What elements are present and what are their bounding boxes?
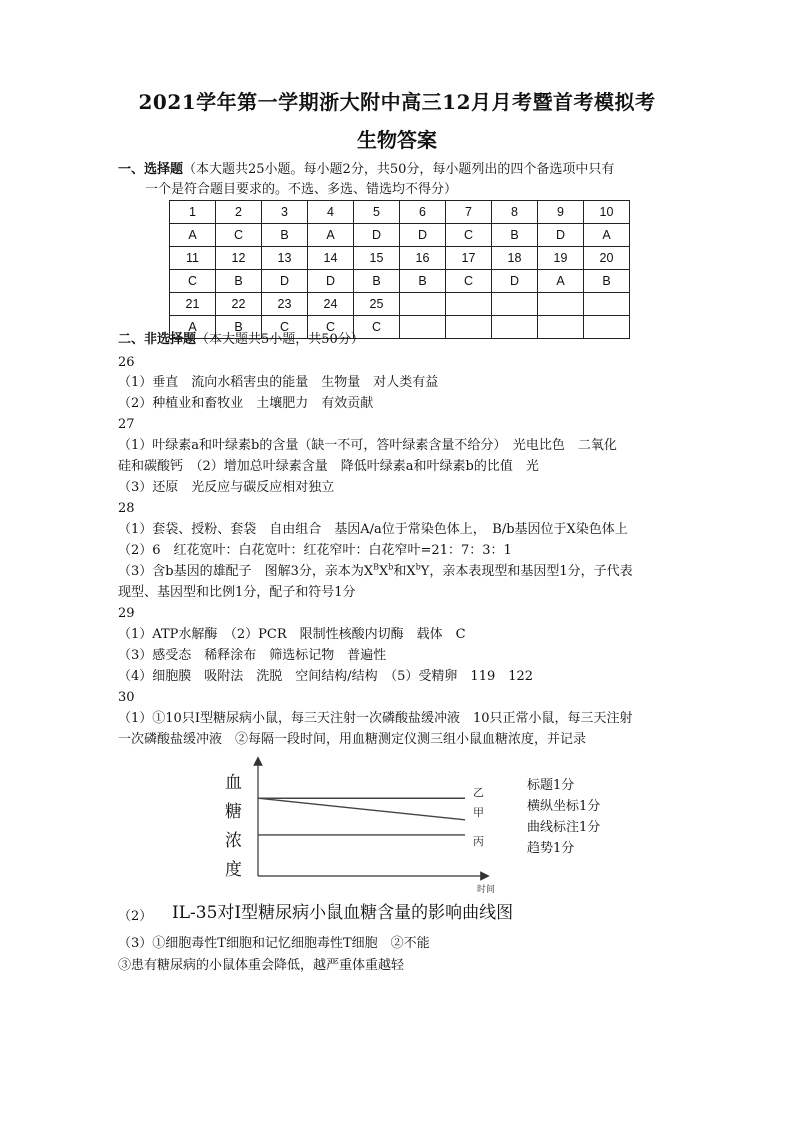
answer-table-cell: 8 [492,201,538,224]
answer-table-cell: 3 [262,201,308,224]
answer-table-cell: D [354,224,400,247]
series-labels [473,786,484,848]
answer-table-cell [446,316,492,339]
q30-number: 30 [118,690,135,705]
q30-answer-3: （3）①细胞毒性T细胞和记忆细胞毒性T细胞 ②不能 [118,936,430,951]
q28-answer-2: （2）6 红花宽叶：白花宽叶：红花窄叶：白花窄叶=21：7：3：1 [118,543,512,558]
y-label-char: 浓 [225,831,242,851]
section2-desc: （本大题共5小题，共50分） [196,332,364,347]
answer-table-cell [446,293,492,316]
answer-table-cell: D [538,224,584,247]
q30-answer-1: （1）①10只Ⅰ型糖尿病小鼠，每三天注射一次磷酸盐缓冲液 10只正常小鼠，每三天注射 [118,711,633,726]
answer-table-row [170,247,630,270]
answer-table-cell: B [492,224,538,247]
q28-sup-1: B [373,562,380,572]
answer-table-cell: C [216,224,262,247]
answer-table-cell: D [400,224,446,247]
y-label-char: 血 [225,773,242,793]
answer-table-cell: 17 [446,247,492,270]
y-label-char: 度 [225,860,242,880]
answer-table-cell [400,293,446,316]
answer-table-cell [400,316,446,339]
answer-table-cell: C [262,316,308,339]
answer-table-cell: 25 [354,293,400,316]
section2-intro [118,330,364,350]
q28-sup-2: b [388,562,394,572]
answer-table-cell: 4 [308,201,354,224]
answer-table-cell: A [584,224,630,247]
answer-table-cell: C [446,224,492,247]
answer-table-cell: 14 [308,247,354,270]
answer-table-row [170,224,630,247]
q29-number: 29 [118,606,135,621]
series-lines [258,798,465,835]
answer-table-cell: 1 [170,201,216,224]
answer-table-cell: C [446,270,492,293]
q28-text-c: 和X [393,564,416,579]
q30-answer-4: ③患有糖尿病的小鼠体重会降低，越严重体重越轻 [118,958,405,973]
answer-table-cell: 15 [354,247,400,270]
answer-table-cell: B [400,270,446,293]
answer-table-cell: 18 [492,247,538,270]
section1-heading: 一、选择题 [118,162,184,177]
answer-table-cell: 21 [170,293,216,316]
q26-answer-2: （2）种植业和畜牧业 土壤肥力 有效贡献 [118,396,374,411]
answer-table-cell: C [308,316,354,339]
answer-table-cell: D [492,270,538,293]
answer-table-cell: B [354,270,400,293]
answer-table-cell: 10 [584,201,630,224]
q28-answer-4: 现型、基因型和比例1分，配子和符号1分 [118,585,356,600]
q26-answer-1: （1）垂直 流向水稻害虫的能量 生物量 对人类有益 [118,375,439,390]
answer-table-cell: 16 [400,247,446,270]
q29-answer-2: （3）感受态 稀释涂布 筛选标记物 普遍性 [118,648,387,663]
q28-answer-3 [118,562,633,582]
q27-answer-1: （1）叶绿素a和叶绿素b的含量（缺一不可，答叶绿素含量不给分） 光电比色 二氧化 [118,438,617,453]
answer-table-cell: 22 [216,293,262,316]
series-label: 丙 [473,834,484,848]
answer-table-cell: 6 [400,201,446,224]
answer-table-cell [492,293,538,316]
q29-answer-3: （4）细胞膜 吸附法 洗脱 空间结构/结构 （5）受精卵 119 122 [118,669,534,684]
answer-table [169,200,630,339]
answer-table-cell: 7 [446,201,492,224]
answer-table-cell [584,293,630,316]
page-subtitle: 生物答案 [357,128,437,152]
answer-table-cell [584,316,630,339]
answer-table-cell: 2 [216,201,262,224]
answer-table-cell: 20 [584,247,630,270]
answer-table-cell: 19 [538,247,584,270]
scoring-note: 曲线标注1分 [527,820,601,835]
answer-table-cell: A [170,224,216,247]
series-line-2 [258,798,465,820]
y-label-char: 糖 [225,802,242,822]
q28-text-b: X [379,564,389,579]
answer-table-row [170,201,630,224]
q28-number: 28 [118,501,135,516]
x-axis-label: 时间 [477,885,496,895]
scoring-note: 横纵坐标1分 [527,799,601,814]
answer-table-cell: C [170,270,216,293]
scoring-note: 标题1分 [527,778,575,793]
section2-heading: 二、非选择题 [118,332,197,347]
section1-desc: （本大题共25小题。每小题2分，共50分，每小题列出的四个备选项中只有 [183,162,615,177]
q28-text-a: （3）含b基因的雄配子 图解3分，亲本为X [118,564,374,579]
q30-answer-part2: （2） [118,909,153,924]
answer-table-cell [492,316,538,339]
answer-table-row [170,270,630,293]
q29-answer-1: （1）ATP水解酶 （2）PCR 限制性核酸内切酶 载体 C [118,627,466,642]
answer-table-cell: D [308,270,354,293]
answer-table-cell: D [262,270,308,293]
answer-table-cell [538,293,584,316]
answer-table-cell: 13 [262,247,308,270]
answer-table-cell: A [170,316,216,339]
answer-table-cell: B [216,316,262,339]
answer-table-cell: C [354,316,400,339]
answer-table-cell: B [584,270,630,293]
answer-table-cell: B [216,270,262,293]
answer-table-cell: A [538,270,584,293]
answer-table-cell: 5 [354,201,400,224]
q28-sup-3: b [415,562,421,572]
q28-answer-1: （1）套袋、授粉、套袋 自由组合 基因A/a位于常染色体上， B/b基因位于X染色体上 [118,522,628,537]
y-axis-label [225,773,242,880]
section1-intro [118,160,614,180]
answer-table-cell: 24 [308,293,354,316]
answer-table-cell: 23 [262,293,308,316]
answer-table-cell: 11 [170,247,216,270]
q27-number: 27 [118,417,135,432]
section1-desc-cont: 一个是符合题目要求的。不选、多选、错选均不得分） [145,182,458,197]
q30-answer-2: 一次磷酸盐缓冲液 ②每隔一段时间，用血糖测定仪测三组小鼠血糖浓度，并记录 [118,732,587,747]
page-title: 2021学年第一学期浙大附中高三12月月考暨首考模拟考 [138,90,656,114]
answer-table-cell: 12 [216,247,262,270]
series-label: 甲 [473,805,484,819]
answer-table-cell: A [308,224,354,247]
answer-table-cell: 9 [538,201,584,224]
q27-answer-2: 硅和碳酸钙 （2）增加总叶绿素含量 降低叶绿素a和叶绿素b的比值 光 [118,459,539,474]
series-label: 乙 [473,786,484,800]
scoring-note: 趋势1分 [527,841,575,856]
answer-table-row [170,293,630,316]
q26-number: 26 [118,355,135,370]
chart-title: IL-35对Ⅰ型糖尿病小鼠血糖含量的影响曲线图 [172,903,514,923]
answer-table-cell [538,316,584,339]
q27-answer-3: （3）还原 光反应与碳反应相对独立 [118,480,335,495]
q28-text-d: Y，亲本表现型和基因型1分，子代表 [420,564,633,579]
answer-table-cell: B [262,224,308,247]
